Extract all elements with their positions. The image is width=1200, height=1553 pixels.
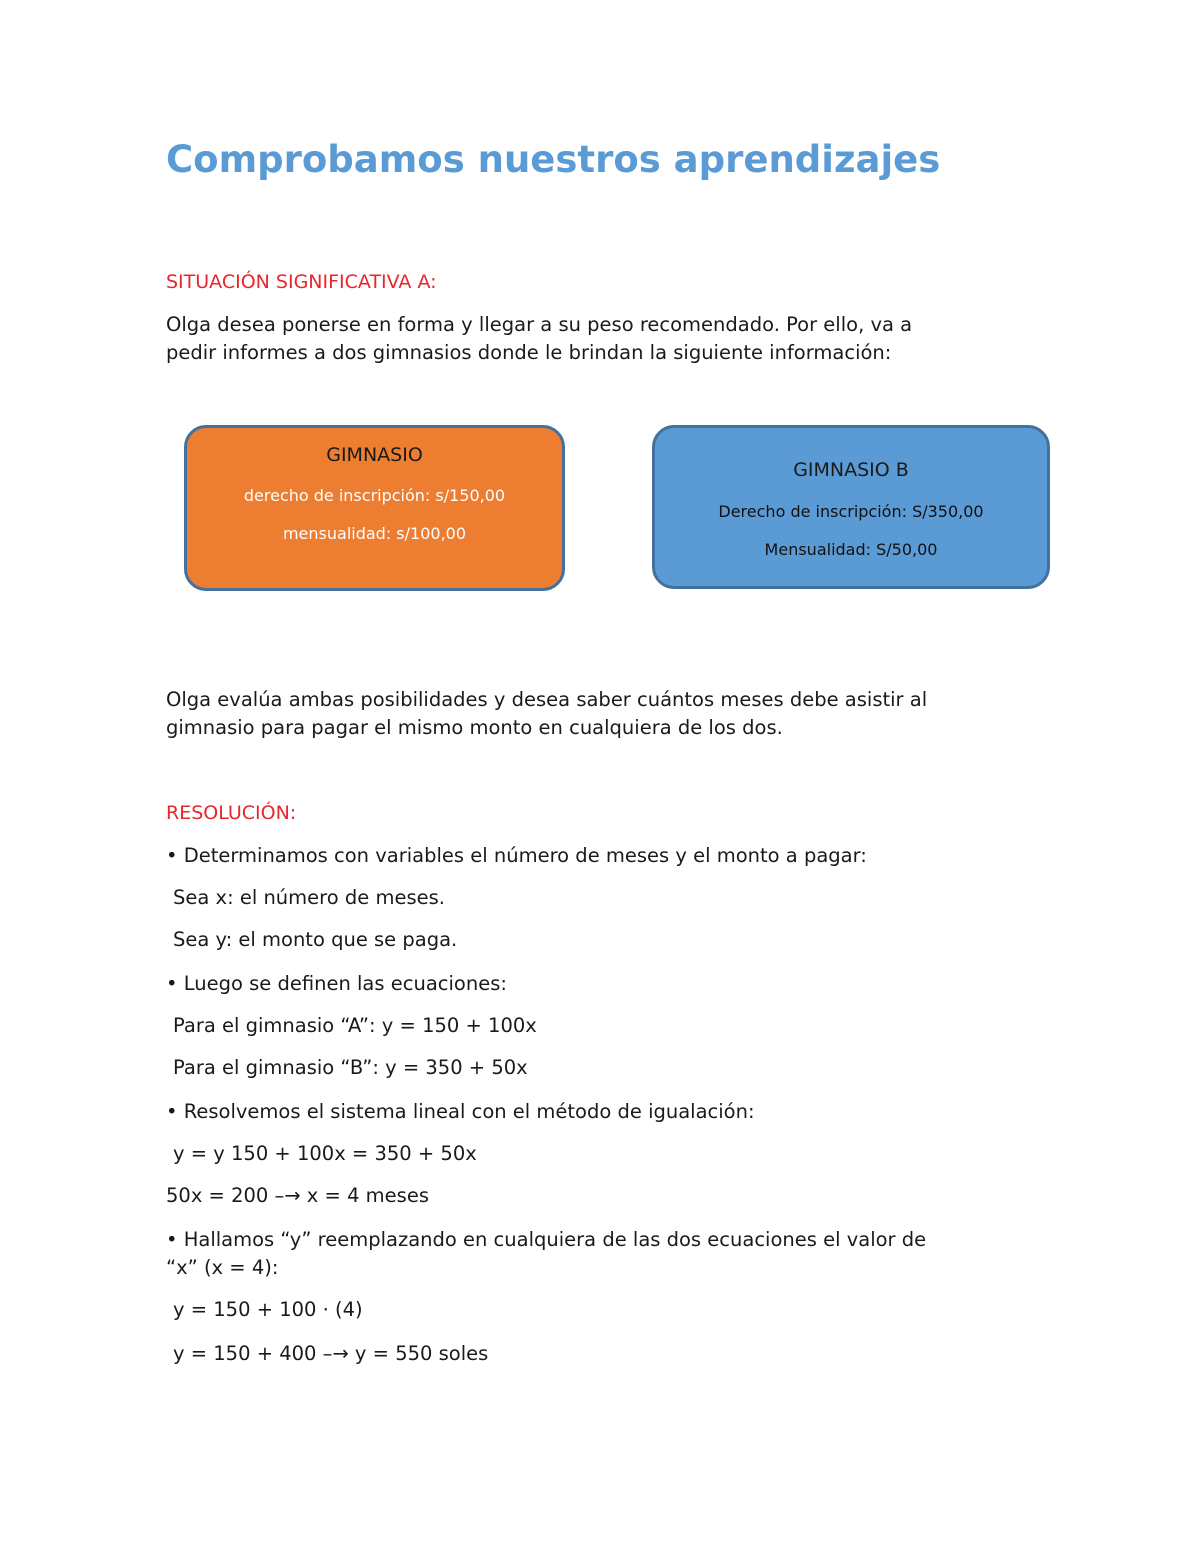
intro-line-2: pedir informes a dos gimnasios donde le brindan la siguiente información: (166, 341, 892, 364)
variable-x: Sea x: el número de meses. (173, 886, 445, 909)
substitution-1: y = 150 + 100 · (4) (173, 1298, 363, 1321)
gym-b-enrollment: Derecho de inscripción: S/350,00 (718, 502, 984, 521)
resolution-heading: RESOLUCIÓN: (166, 802, 297, 824)
step-4-line-2: “x” (x = 4): (166, 1256, 279, 1279)
substitution-2: y = 150 + 400 –→ y = 550 soles (173, 1342, 489, 1365)
step-2: • Luego se definen las ecuaciones: (166, 972, 507, 995)
question-line-1: Olga evalúa ambas posibilidades y desea saber cuántos meses debe asistir al (166, 688, 928, 711)
step-3: • Resolvemos el sistema lineal con el método de igualación: (166, 1100, 755, 1123)
gym-b-card (652, 425, 1050, 589)
step-4-line-1: • Hallamos “y” reemplazando en cualquiera de las dos ecuaciones el valor de (166, 1228, 927, 1251)
page-title: Comprobamos nuestros aprendizajes (166, 138, 941, 181)
variable-y: Sea y: el monto que se paga. (173, 928, 458, 951)
gym-a-name: GIMNASIO (326, 444, 423, 466)
gym-a-monthly: mensualidad: s/100,00 (282, 524, 467, 543)
gym-a-enrollment: derecho de inscripción: s/150,00 (243, 486, 506, 505)
equation-a: Para el gimnasio “A”: y = 150 + 100x (173, 1014, 537, 1037)
equation-b: Para el gimnasio “B”: y = 350 + 50x (173, 1056, 528, 1079)
situation-heading: SITUACIÓN SIGNIFICATIVA A: (166, 271, 437, 293)
gym-a-card (184, 425, 565, 591)
gym-b-monthly: Mensualidad: S/50,00 (764, 540, 938, 559)
step-1: • Determinamos con variables el número de meses y el monto a pagar: (166, 844, 867, 867)
question-line-2: gimnasio para pagar el mismo monto en cualquiera de los dos. (166, 716, 783, 739)
solve-x-line: 50x = 200 –→ x = 4 meses (166, 1184, 429, 1207)
intro-line-1: Olga desea ponerse en forma y llegar a su peso recomendado. Por ello, va a (166, 313, 913, 336)
equality-line: y = y 150 + 100x = 350 + 50x (173, 1142, 477, 1165)
gym-b-name: GIMNASIO B (793, 459, 909, 481)
